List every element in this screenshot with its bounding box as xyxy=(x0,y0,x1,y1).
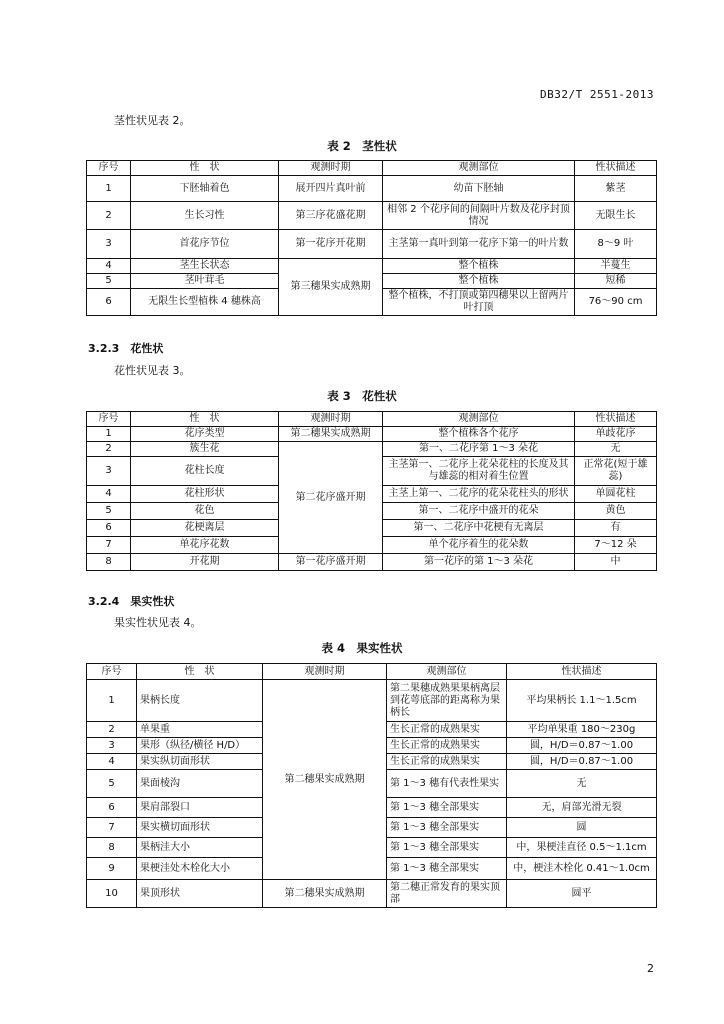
desc-cell: 正常花(短于雄蕊) xyxy=(575,457,657,486)
row-number: 8 xyxy=(87,554,131,571)
part-cell: 生长正常的成熟果实 xyxy=(387,722,507,738)
header-cell: 性状描述 xyxy=(507,664,657,680)
desc-cell: 76～90 cm xyxy=(575,289,657,316)
period-cell: 第二花序盛开期 xyxy=(279,442,383,554)
table-row xyxy=(87,230,657,259)
desc-cell: 圆平 xyxy=(507,880,657,908)
table-row xyxy=(87,176,657,202)
part-cell: 相邻 2 个花序间的间隔叶片数及花序封顶情况 xyxy=(383,202,575,230)
desc-cell: 单歧花序 xyxy=(575,427,657,442)
row-number: 6 xyxy=(87,798,137,818)
part-cell: 主茎上第一、二花序的花朵花柱头的形状 xyxy=(383,486,575,503)
trait-cell: 茎叶茸毛 xyxy=(131,274,279,289)
header-cell: 观测部位 xyxy=(383,412,575,427)
row-number: 2 xyxy=(87,442,131,457)
row-number: 5 xyxy=(87,770,137,798)
intro-table3: 花性状见表 3。 xyxy=(114,364,191,377)
section-3-2-4: 3.2.4 果实性状 xyxy=(88,595,175,608)
trait-cell: 果柄洼大小 xyxy=(137,838,263,858)
part-cell: 第 1～3 穗全部果实 xyxy=(387,838,507,858)
trait-cell: 果形（纵径/横径 H/D） xyxy=(137,738,263,754)
page-number: 2 xyxy=(647,962,654,975)
part-cell: 第 1～3 穗全部果实 xyxy=(387,858,507,880)
part-cell: 第 1～3 穗全部果实 xyxy=(387,818,507,838)
part-cell: 整个植株 xyxy=(383,274,575,289)
part-cell: 整个植株 xyxy=(383,259,575,274)
desc-cell: 7～12 朵 xyxy=(575,537,657,554)
row-number: 6 xyxy=(87,289,131,316)
desc-cell: 无 xyxy=(575,442,657,457)
part-cell: 第一、二花序中盛开的花朵 xyxy=(383,503,575,520)
trait-cell: 花柱形状 xyxy=(131,486,279,503)
table4-header-row xyxy=(87,664,657,680)
part-cell: 第 1～3 穗全部果实 xyxy=(387,798,507,818)
header-cell: 性 状 xyxy=(137,664,263,680)
part-cell: 单个花序着生的花朵数 xyxy=(383,537,575,554)
period-cell: 展开四片真叶前 xyxy=(279,176,383,202)
part-cell: 生长正常的成熟果实 xyxy=(387,754,507,770)
row-number: 4 xyxy=(87,259,131,274)
trait-cell: 开花期 xyxy=(131,554,279,571)
desc-cell: 无限生长 xyxy=(575,202,657,230)
row-number: 3 xyxy=(87,230,131,259)
header-cell: 性状描述 xyxy=(575,412,657,427)
table-row xyxy=(87,259,657,274)
trait-cell: 生长习性 xyxy=(131,202,279,230)
desc-cell: 8～9 叶 xyxy=(575,230,657,259)
part-cell: 主茎第一、二花序上花朵花柱的长度及其与雄蕊的相对着生位置 xyxy=(383,457,575,486)
desc-cell: 圆 xyxy=(507,818,657,838)
part-cell: 第二果穗成熟果果柄离层到花萼底部的距离称为果柄长 xyxy=(387,680,507,722)
desc-cell: 无，肩部光滑无裂 xyxy=(507,798,657,818)
row-number: 1 xyxy=(87,427,131,442)
table-row xyxy=(87,680,657,722)
trait-cell: 花序类型 xyxy=(131,427,279,442)
row-number: 3 xyxy=(87,738,137,754)
trait-cell: 无限生长型植株 4 穗株高 xyxy=(131,289,279,316)
row-number: 5 xyxy=(87,503,131,520)
trait-cell: 花梗离层 xyxy=(131,520,279,537)
part-cell: 生长正常的成熟果实 xyxy=(387,738,507,754)
part-cell: 第 1～3 穗有代表性果实 xyxy=(387,770,507,798)
table-row xyxy=(87,880,657,908)
desc-cell: 圆，H/D＝0.87～1.00 xyxy=(507,754,657,770)
row-number: 3 xyxy=(87,457,131,486)
desc-cell: 黄色 xyxy=(575,503,657,520)
period-cell: 第三穗果实成熟期 xyxy=(279,259,383,316)
header-cell: 观测部位 xyxy=(387,664,507,680)
trait-cell: 花柱长度 xyxy=(131,457,279,486)
trait-cell: 首花序节位 xyxy=(131,230,279,259)
table-row xyxy=(87,202,657,230)
part-cell: 第二穗正常发育的果实顶部 xyxy=(387,880,507,908)
header-cell: 观测时期 xyxy=(279,412,383,427)
trait-cell: 下胚轴着色 xyxy=(131,176,279,202)
desc-cell: 无 xyxy=(507,770,657,798)
row-number: 10 xyxy=(87,880,137,908)
header-cell: 性 状 xyxy=(131,412,279,427)
desc-cell: 中，梗洼木栓化 0.41～1.0cm xyxy=(507,858,657,880)
desc-cell: 有 xyxy=(575,520,657,537)
header-cell: 序号 xyxy=(87,664,137,680)
row-number: 1 xyxy=(87,680,137,722)
row-number: 6 xyxy=(87,520,131,537)
trait-cell: 茎生长状态 xyxy=(131,259,279,274)
row-number: 4 xyxy=(87,486,131,503)
part-cell: 幼苗下胚轴 xyxy=(383,176,575,202)
header-cell: 序号 xyxy=(87,161,131,176)
desc-cell: 单圆花柱 xyxy=(575,486,657,503)
table-row xyxy=(87,427,657,442)
trait-cell: 簇生花 xyxy=(131,442,279,457)
part-cell: 主茎第一真叶到第一花序下第一的叶片数 xyxy=(383,230,575,259)
desc-cell: 圆，H/D＝0.87～1.00 xyxy=(507,738,657,754)
period-cell: 第二穗果实成熟期 xyxy=(263,680,387,880)
table3-title: 表 3 花性状 xyxy=(327,389,397,403)
trait-cell: 果肩部裂口 xyxy=(137,798,263,818)
row-number: 7 xyxy=(87,537,131,554)
trait-cell: 单果重 xyxy=(137,722,263,738)
table2-header-row xyxy=(87,161,657,176)
header-cell: 观测时期 xyxy=(263,664,387,680)
trait-cell: 花色 xyxy=(131,503,279,520)
standard-code: DB32/T 2551-2013 xyxy=(540,88,654,101)
period-cell: 第一花序开花期 xyxy=(279,230,383,259)
part-cell: 第一花序的第 1～3 朵花 xyxy=(383,554,575,571)
header-cell: 性状描述 xyxy=(575,161,657,176)
trait-cell: 果面棱沟 xyxy=(137,770,263,798)
trait-cell: 果梗洼处木栓化大小 xyxy=(137,858,263,880)
desc-cell: 中，果梗洼直径 0.5～1.1cm xyxy=(507,838,657,858)
row-number: 7 xyxy=(87,818,137,838)
desc-cell: 短稀 xyxy=(575,274,657,289)
intro-table4: 果实性状见表 4。 xyxy=(114,616,202,629)
header-cell: 序号 xyxy=(87,412,131,427)
part-cell: 整个植株各个花序 xyxy=(383,427,575,442)
row-number: 1 xyxy=(87,176,131,202)
desc-cell: 中 xyxy=(575,554,657,571)
table2-title: 表 2 茎性状 xyxy=(327,139,397,153)
part-cell: 整个植株，不打顶或第四穗果以上留两片叶打顶 xyxy=(383,289,575,316)
table-row xyxy=(87,554,657,571)
row-number: 8 xyxy=(87,838,137,858)
table2 xyxy=(86,160,657,316)
period-cell: 第二穗果实成熟期 xyxy=(263,880,387,908)
desc-cell: 平均果柄长 1.1～1.5cm xyxy=(507,680,657,722)
trait-cell: 果顶形状 xyxy=(137,880,263,908)
desc-cell: 半蔓生 xyxy=(575,259,657,274)
period-cell: 第三序花盛花期 xyxy=(279,202,383,230)
part-cell: 第一、二花序中花梗有无离层 xyxy=(383,520,575,537)
header-cell: 观测时期 xyxy=(279,161,383,176)
section-3-2-3: 3.2.3 花性状 xyxy=(88,342,164,355)
row-number: 9 xyxy=(87,858,137,880)
trait-cell: 果实横切面形状 xyxy=(137,818,263,838)
trait-cell: 果柄长度 xyxy=(137,680,263,722)
intro-table2: 茎性状见表 2。 xyxy=(114,114,191,127)
table3-header-row xyxy=(87,412,657,427)
header-cell: 性 状 xyxy=(131,161,279,176)
table-row xyxy=(87,442,657,457)
period-cell: 第二穗果实成熟期 xyxy=(279,427,383,442)
table4-title: 表 4 果实性状 xyxy=(321,641,403,655)
desc-cell: 紫茎 xyxy=(575,176,657,202)
header-cell: 观测部位 xyxy=(383,161,575,176)
row-number: 5 xyxy=(87,274,131,289)
period-cell: 第一花序盛开期 xyxy=(279,554,383,571)
trait-cell: 果实纵切面形状 xyxy=(137,754,263,770)
table3 xyxy=(86,411,657,571)
row-number: 2 xyxy=(87,722,137,738)
trait-cell: 单花序花数 xyxy=(131,537,279,554)
table4 xyxy=(86,663,657,908)
desc-cell: 平均单果重 180～230g xyxy=(507,722,657,738)
part-cell: 第一、二花序第 1～3 朵花 xyxy=(383,442,575,457)
row-number: 4 xyxy=(87,754,137,770)
row-number: 2 xyxy=(87,202,131,230)
